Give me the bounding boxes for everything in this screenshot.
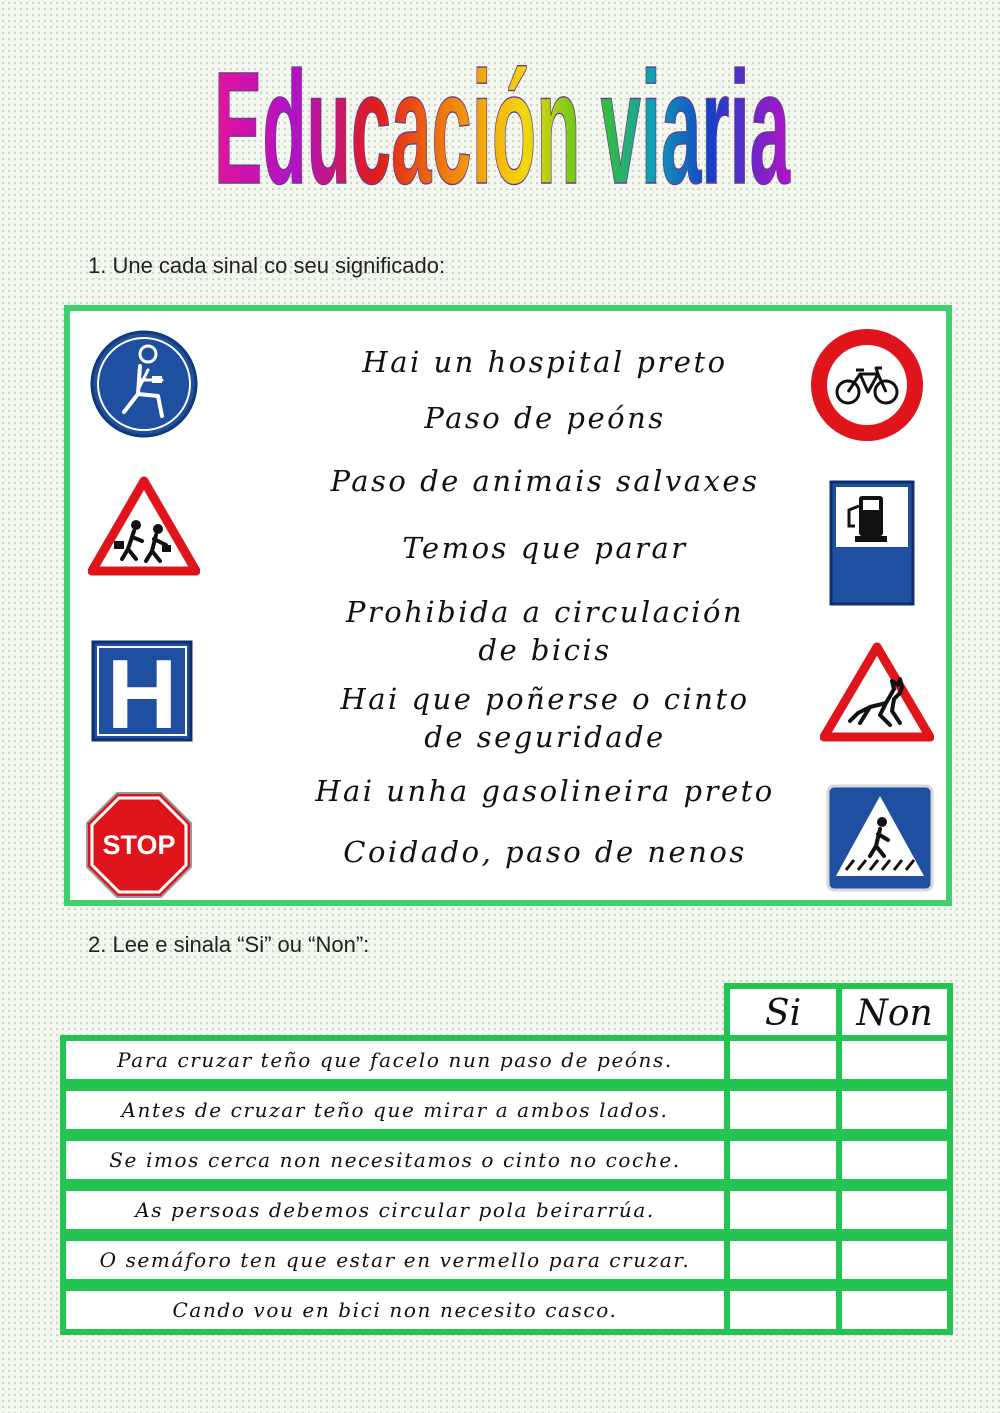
pedestrian-crossing-sign <box>826 784 934 892</box>
statement-cell: Para cruzar teño que facelo nun paso de peóns. <box>60 1035 730 1085</box>
answer-si-cell[interactable] <box>724 1135 842 1185</box>
page-title-wrapper <box>0 38 1000 217</box>
hospital-sign <box>91 640 193 742</box>
children-crossing-sign <box>88 475 200 577</box>
statement-cell: Se imos cerca non necesitamos o cinto no coche. <box>60 1135 730 1185</box>
meaning-item <box>265 462 825 500</box>
meaning-line: Prohibida a circulación <box>345 595 745 629</box>
answer-non-cell[interactable] <box>836 1035 953 1085</box>
meaning-item <box>265 593 825 669</box>
section1-label: 1. Une cada sinal co seu significado: <box>88 253 446 278</box>
answer-si-cell[interactable] <box>724 1285 842 1335</box>
header-non: Non <box>836 983 953 1038</box>
meaning-item <box>265 772 825 810</box>
statement-cell: O semáforo ten que estar en vermello para cruzar. <box>60 1235 730 1285</box>
table-row <box>60 1285 953 1335</box>
table-row <box>60 1185 953 1235</box>
meaning-line: Paso de animais salvaxes <box>330 464 760 498</box>
statement-cell: As persoas debemos circular pola beirarrúa. <box>60 1185 730 1235</box>
no-bicycles-sign <box>808 326 926 444</box>
table-row <box>60 1235 953 1285</box>
meaning-item <box>265 399 825 437</box>
stop-sign <box>84 790 194 900</box>
answer-si-cell[interactable] <box>724 1085 842 1135</box>
answer-non-cell[interactable] <box>836 1135 953 1185</box>
header-si: Si <box>724 983 842 1038</box>
stop-text: STOP <box>102 830 176 860</box>
meaning-item <box>265 680 825 756</box>
answer-non-cell[interactable] <box>836 1285 953 1335</box>
statement-cell: Antes de cruzar teño que mirar a ambos lados. <box>60 1085 730 1135</box>
meaning-item <box>265 833 825 871</box>
title-text: Educación viaria <box>214 38 791 217</box>
answer-si-cell[interactable] <box>724 1185 842 1235</box>
wild-animals-sign <box>820 641 934 743</box>
meaning-line: Coidado, paso de nenos <box>343 835 747 869</box>
answer-non-cell[interactable] <box>836 1185 953 1235</box>
meaning-line: Hai un hospital preto <box>362 345 728 379</box>
meaning-line: Temos que parar <box>402 531 688 565</box>
section2-label: 2. Lee e sinala “Si” ou “Non”: <box>88 932 370 957</box>
meaning-line: Paso de peóns <box>424 401 666 435</box>
table-row <box>60 1135 953 1185</box>
seatbelt-sign <box>88 330 200 438</box>
gas-station-sign <box>829 480 915 606</box>
meaning-line: Hai que poñerse o cinto <box>340 682 750 716</box>
statement-cell: Cando vou en bici non necesito casco. <box>60 1285 730 1335</box>
hospital-letter: H <box>106 640 178 742</box>
meaning-line: de seguridade <box>424 720 666 754</box>
answer-non-cell[interactable] <box>836 1235 953 1285</box>
answer-non-cell[interactable] <box>836 1085 953 1135</box>
meaning-line: Hai unha gasolineira preto <box>315 774 775 808</box>
answer-si-cell[interactable] <box>724 1235 842 1285</box>
answer-si-cell[interactable] <box>724 1035 842 1085</box>
table-row <box>60 1035 953 1085</box>
meaning-item <box>265 529 825 567</box>
page-title <box>190 38 810 217</box>
meaning-line: de bicis <box>478 633 612 667</box>
table-row <box>60 1085 953 1135</box>
meaning-item <box>265 343 825 381</box>
